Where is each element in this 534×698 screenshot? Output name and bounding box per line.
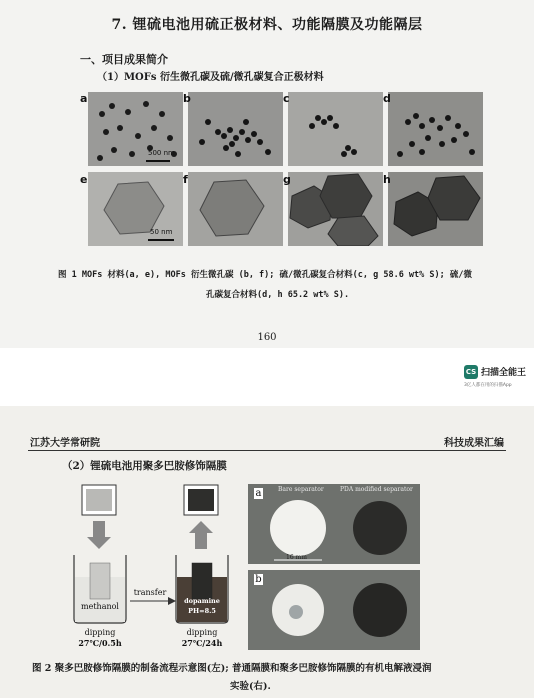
section-heading: 一、项目成果简介: [80, 53, 168, 66]
beaker-right-label-1: dopamine: [184, 597, 220, 605]
panel-label-h: h: [383, 173, 391, 186]
photo-b: [248, 570, 420, 650]
tem-hexagon-f: [188, 172, 283, 246]
bare-separator-label: Bare separator: [278, 486, 324, 493]
micrograph-f: [188, 172, 283, 246]
separator-swatch-bare-inner: [86, 489, 112, 511]
panel-label-g: g: [283, 173, 291, 186]
beaker-left-label: methanol: [81, 602, 119, 611]
micrograph-a: [88, 92, 183, 166]
page-gap: [0, 348, 534, 406]
separator-in-beaker-left: [90, 563, 110, 599]
micrograph-c: [288, 92, 383, 166]
right-step-label: dipping: [186, 628, 218, 637]
sem-particles-d: [388, 92, 483, 166]
scale-label: 500 nm: [148, 149, 175, 157]
panel-label-c: c: [283, 92, 290, 105]
panel-label-a: a: [80, 92, 88, 105]
scale-label: 50 nm: [150, 228, 173, 236]
sem-particles-b: [188, 92, 283, 166]
transfer-label: transfer: [133, 588, 167, 597]
micrograph-h: [388, 172, 483, 246]
caption-2-line-1: 图 2 聚多巴胺修饰隔膜的制备流程示意图(左); 普通隔膜和聚多巴胺修饰隔膜的有机电解液浸润: [32, 663, 432, 674]
arrow-up-icon: [189, 521, 213, 549]
scanner-slogan: 3亿人都在用的扫描App: [464, 383, 512, 388]
pda-separator-disc: [353, 501, 407, 555]
tem-hexagon-g: [288, 172, 383, 246]
preparation-schematic: [60, 481, 240, 651]
arrow-right-head-icon: [168, 597, 176, 605]
scale-bar: [148, 239, 174, 241]
scanner-watermark: [460, 364, 534, 394]
figure-1-caption: [58, 265, 498, 305]
right-condition-label: 27℃/24h: [181, 638, 223, 648]
micrograph-g: [288, 172, 383, 246]
pda-separator-wetted-disc: [353, 583, 407, 637]
sub-heading: （1）MOFs 衍生微孔碳及硫/微孔碳复合正极材料: [97, 72, 324, 83]
page-number: 160: [257, 332, 277, 343]
arrow-down-icon: [87, 521, 111, 549]
left-condition-label: 27℃/0.5h: [78, 638, 122, 648]
photo-b-content: [248, 570, 420, 650]
micrograph-d: [388, 92, 483, 166]
photo-a-content: [248, 484, 420, 564]
separator-swatch-pda-inner: [188, 489, 214, 511]
header-divider: [28, 450, 506, 451]
scanner-app-name: 扫描全能王: [481, 368, 527, 378]
pda-separator-label: PDA modified separator: [340, 486, 413, 493]
scale-bar: [146, 160, 170, 162]
left-step-label: dipping: [84, 628, 116, 637]
page-title: 7. 锂硫电池用硫正极材料、功能隔膜及功能隔层: [111, 17, 423, 33]
electrolyte-droplet: [289, 605, 303, 619]
header-collection: 科技成果汇编: [444, 438, 504, 449]
micrograph-b: [188, 92, 283, 166]
figure-2-caption: [32, 660, 502, 696]
beaker-right-label-2: PH=8.5: [188, 607, 216, 615]
panel-label-f: f: [183, 173, 188, 186]
sub-heading-2: （2）锂硫电池用聚多巴胺修饰隔膜: [62, 460, 227, 472]
micrograph-e: [88, 172, 183, 246]
sem-particles-c: [288, 92, 383, 166]
panel-label-d: d: [383, 92, 391, 105]
photo-a: [248, 484, 420, 564]
size-label: 16 mm: [286, 554, 307, 561]
separator-in-beaker-right: [192, 563, 212, 599]
caption-line-1: 图 1 MOFs 材料(a, e), MOFs 衍生微孔碳 (b, f); 硫/微孔碳复合材料(c, g 58.6 wt% S); 硫/微: [58, 270, 472, 280]
camscanner-logo-icon: CS: [464, 365, 478, 379]
photo-label-b: b: [255, 574, 262, 585]
document-page-1: [0, 0, 534, 348]
photo-label-a: a: [255, 488, 262, 499]
header-institution: 江苏大学常研院: [30, 438, 100, 449]
panel-label-e: e: [80, 173, 88, 186]
panel-label-b: b: [183, 92, 191, 105]
tem-hexagon-h: [388, 172, 483, 246]
caption-2-line-2: 实验(右).: [230, 681, 271, 692]
bare-separator-disc: [270, 500, 326, 556]
document-page-2: [0, 406, 534, 698]
caption-line-2: 孔碳复合材料(d, h 65.2 wt% S).: [206, 290, 350, 300]
